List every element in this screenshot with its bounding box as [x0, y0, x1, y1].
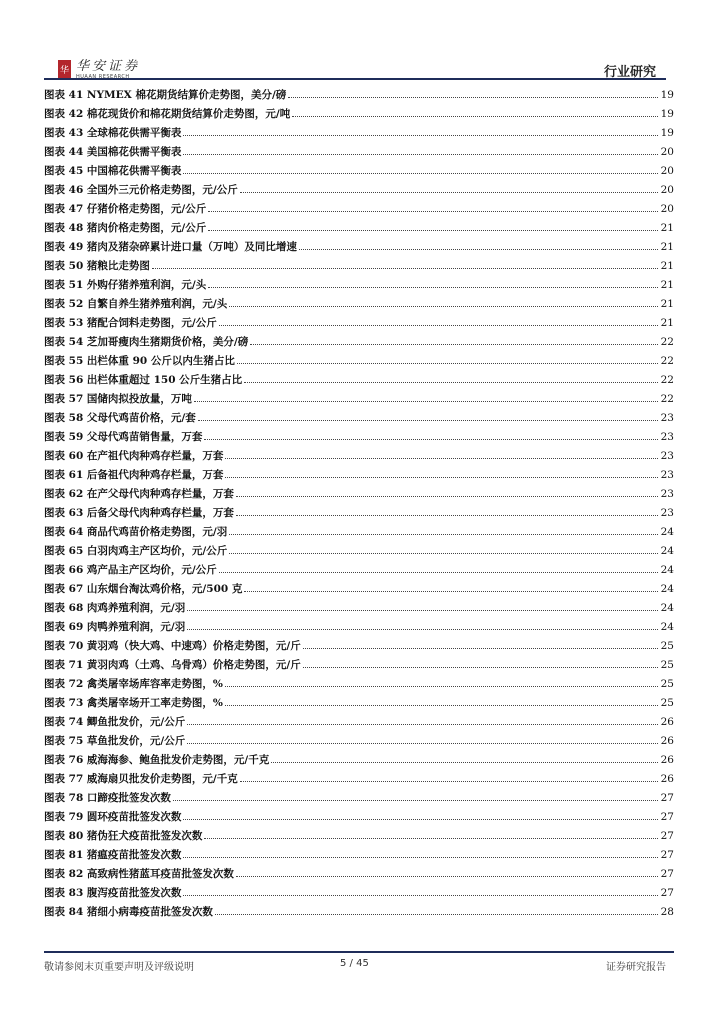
- toc-entry-label: 图表 72 禽类屠宰场库容率走势图，%: [44, 678, 223, 690]
- toc-entry-label: 图表 78 口蹄疫批签发次数: [44, 792, 171, 804]
- toc-entry-label: 图表 41 NYMEX 棉花期货结算价走势图，美分/磅: [44, 89, 287, 101]
- toc-entry-page: 27: [660, 792, 674, 804]
- toc-dot-leader: [219, 572, 658, 573]
- toc-entry[interactable]: [44, 866, 674, 885]
- toc-entry[interactable]: [44, 486, 674, 505]
- toc-entry[interactable]: [44, 543, 674, 562]
- toc-entry-label: 图表 59 父母代鸡苗销售量，万套: [44, 431, 203, 443]
- toc-entry[interactable]: [44, 505, 674, 524]
- toc-entry[interactable]: [44, 296, 674, 315]
- toc-entry-label: 图表 49 猪肉及猪杂碎累计进口量（万吨）及同比增速: [44, 241, 297, 253]
- toc-dot-leader: [215, 914, 658, 915]
- toc-entry-page: 20: [660, 165, 674, 177]
- toc-entry-page: 27: [660, 830, 674, 842]
- toc-dot-leader: [183, 857, 658, 858]
- toc-dot-leader: [299, 249, 658, 250]
- toc-entry[interactable]: [44, 106, 674, 125]
- toc-entry[interactable]: [44, 410, 674, 429]
- toc-entry-page: 23: [660, 412, 674, 424]
- toc-entry-label: 图表 74 鲫鱼批发价，元/公斤: [44, 716, 186, 728]
- toc-entry-page: 26: [660, 754, 674, 766]
- toc-dot-leader: [229, 553, 658, 554]
- toc-entry-label: 图表 73 禽类屠宰场开工率走势图，%: [44, 697, 223, 709]
- footer-page-number: 5 / 45: [340, 958, 369, 969]
- toc-entry-label: 图表 60 在产祖代肉种鸡存栏量，万套: [44, 450, 224, 462]
- toc-entry-label: 图表 69 肉鸭养殖利润，元/羽: [44, 621, 186, 633]
- toc-entry-page: 27: [660, 868, 674, 880]
- toc-entry[interactable]: [44, 619, 674, 638]
- toc-entry-label: 图表 80 猪伪狂犬疫苗批签发次数: [44, 830, 203, 842]
- toc-entry-page: 21: [660, 317, 674, 329]
- toc-entry-page: 25: [660, 640, 674, 652]
- toc-entry-label: 图表 43 全球棉花供需平衡表: [44, 127, 182, 139]
- toc-entry[interactable]: [44, 600, 674, 619]
- toc-entry-page: 20: [660, 146, 674, 158]
- toc-entry-label: 图表 57 国储肉拟投放量，万吨: [44, 393, 192, 405]
- section-title: 行业研究: [603, 65, 656, 80]
- toc-entry-label: 图表 67 山东烟台淘汰鸡价格，元/500 克: [44, 583, 243, 595]
- toc-entry-label: 图表 75 草鱼批发价，元/公斤: [44, 735, 186, 747]
- toc-dot-leader: [183, 819, 658, 820]
- toc-dot-leader: [236, 515, 658, 516]
- toc-entry[interactable]: [44, 733, 674, 752]
- toc-entry-label: 图表 83 腹泻疫苗批签发次数: [44, 887, 182, 899]
- toc-entry-page: 21: [660, 222, 674, 234]
- toc-entry[interactable]: [44, 657, 674, 676]
- toc-entry-label: 图表 81 猪瘟疫苗批签发次数: [44, 849, 182, 861]
- toc-entry-page: 23: [660, 431, 674, 443]
- toc-entry-page: 26: [660, 716, 674, 728]
- toc-entry-label: 图表 66 鸡产品主产区均价，元/公斤: [44, 564, 217, 576]
- toc-entry-label: 图表 79 圆环疫苗批签发次数: [44, 811, 182, 823]
- toc-entry-page: 19: [660, 89, 674, 101]
- toc-entry[interactable]: [44, 524, 674, 543]
- toc-dot-leader: [271, 762, 658, 763]
- toc-entry-label: 图表 64 商品代鸡苗价格走势图，元/羽: [44, 526, 228, 538]
- toc-entry[interactable]: [44, 809, 674, 828]
- header-divider: [44, 78, 666, 80]
- toc-dot-leader: [219, 325, 658, 326]
- toc-entry[interactable]: [44, 182, 674, 201]
- toc-entry-page: 24: [660, 526, 674, 538]
- toc-entry-label: 图表 61 后备祖代肉种鸡存栏量，万套: [44, 469, 224, 481]
- toc-entry-label: 图表 84 猪细小病毒疫苗批签发次数: [44, 906, 213, 918]
- toc-entry-page: 21: [660, 260, 674, 272]
- toc-entry[interactable]: [44, 638, 674, 657]
- toc-entry[interactable]: [44, 771, 674, 790]
- toc-entry[interactable]: [44, 277, 674, 296]
- toc-entry-label: 图表 53 猪配合饲料走势图，元/公斤: [44, 317, 217, 329]
- company-logo: [58, 60, 140, 80]
- toc-dot-leader: [292, 116, 658, 117]
- toc-entry[interactable]: [44, 904, 674, 923]
- toc-entry[interactable]: [44, 353, 674, 372]
- toc-dot-leader: [240, 192, 658, 193]
- toc-dot-leader: [229, 306, 658, 307]
- toc-entry-page: 21: [660, 241, 674, 253]
- toc-dot-leader: [225, 477, 658, 478]
- toc-entry[interactable]: [44, 467, 674, 486]
- toc-entry-label: 图表 51 外购仔猪养殖利润，元/头: [44, 279, 207, 291]
- toc-dot-leader: [303, 667, 658, 668]
- toc-entry-page: 26: [660, 735, 674, 747]
- toc-entry[interactable]: [44, 790, 674, 809]
- table-of-figures: [44, 87, 674, 923]
- toc-entry-page: 27: [660, 811, 674, 823]
- toc-entry-label: 图表 42 棉花现货价和棉花期货结算价走势图，元/吨: [44, 108, 291, 120]
- toc-entry-page: 25: [660, 678, 674, 690]
- toc-dot-leader: [152, 268, 658, 269]
- toc-entry-label: 图表 46 全国外三元价格走势图，元/公斤: [44, 184, 238, 196]
- toc-dot-leader: [204, 439, 658, 440]
- toc-entry-page: 19: [660, 127, 674, 139]
- toc-dot-leader: [236, 496, 658, 497]
- toc-entry-page: 23: [660, 469, 674, 481]
- toc-entry[interactable]: [44, 372, 674, 391]
- toc-entry[interactable]: [44, 87, 674, 106]
- toc-entry-page: 23: [660, 488, 674, 500]
- toc-entry-label: 图表 65 白羽肉鸡主产区均价，元/公斤: [44, 545, 228, 557]
- toc-entry[interactable]: [44, 429, 674, 448]
- toc-entry-page: 27: [660, 887, 674, 899]
- toc-dot-leader: [208, 211, 658, 212]
- footer-disclaimer: 敬请参阅末页重要声明及评级说明: [44, 962, 194, 973]
- toc-entry[interactable]: [44, 201, 674, 220]
- toc-entry-label: 图表 47 仔猪价格走势图，元/公斤: [44, 203, 207, 215]
- toc-dot-leader: [240, 781, 658, 782]
- toc-entry-page: 23: [660, 450, 674, 462]
- toc-entry-page: 28: [660, 906, 674, 918]
- toc-entry[interactable]: [44, 334, 674, 353]
- toc-entry-label: 图表 54 芝加哥瘦肉生猪期货价格，美分/磅: [44, 336, 249, 348]
- toc-entry-label: 图表 82 高致病性猪蓝耳疫苗批签发次数: [44, 868, 234, 880]
- toc-dot-leader: [244, 591, 658, 592]
- toc-entry-page: 22: [660, 336, 674, 348]
- toc-entry-page: 24: [660, 564, 674, 576]
- toc-dot-leader: [250, 344, 658, 345]
- toc-dot-leader: [288, 97, 658, 98]
- footer-report-type: 证券研究报告: [606, 962, 666, 973]
- toc-entry[interactable]: [44, 258, 674, 277]
- toc-dot-leader: [225, 458, 658, 459]
- toc-entry-page: 23: [660, 507, 674, 519]
- toc-entry-page: 20: [660, 203, 674, 215]
- toc-entry-label: 图表 45 中国棉花供需平衡表: [44, 165, 182, 177]
- toc-entry[interactable]: [44, 581, 674, 600]
- toc-entry[interactable]: [44, 448, 674, 467]
- toc-dot-leader: [208, 230, 658, 231]
- toc-entry[interactable]: [44, 125, 674, 144]
- toc-entry-page: 24: [660, 545, 674, 557]
- toc-entry-label: 图表 68 肉鸡养殖利润，元/羽: [44, 602, 186, 614]
- toc-entry-label: 图表 76 威海海参、鲍鱼批发价走势图，元/千克: [44, 754, 270, 766]
- toc-entry-page: 22: [660, 393, 674, 405]
- toc-dot-leader: [229, 534, 658, 535]
- toc-dot-leader: [183, 154, 658, 155]
- toc-entry-label: 图表 77 威海扇贝批发价走势图，元/千克: [44, 773, 238, 785]
- toc-entry[interactable]: [44, 885, 674, 904]
- toc-entry-page: 22: [660, 374, 674, 386]
- toc-entry-page: 27: [660, 849, 674, 861]
- toc-entry[interactable]: [44, 847, 674, 866]
- toc-dot-leader: [183, 173, 658, 174]
- toc-entry[interactable]: [44, 239, 674, 258]
- toc-dot-leader: [225, 686, 658, 687]
- toc-entry-page: 21: [660, 279, 674, 291]
- toc-dot-leader: [187, 743, 658, 744]
- toc-entry-label: 图表 55 出栏体重 90 公斤以内生猪占比: [44, 355, 235, 367]
- toc-dot-leader: [236, 876, 658, 877]
- toc-dot-leader: [244, 382, 658, 383]
- toc-dot-leader: [187, 629, 658, 630]
- toc-dot-leader: [187, 610, 658, 611]
- toc-entry-page: 24: [660, 602, 674, 614]
- toc-dot-leader: [173, 800, 658, 801]
- toc-entry-page: 20: [660, 184, 674, 196]
- toc-dot-leader: [194, 401, 658, 402]
- toc-entry-label: 图表 48 猪肉价格走势图，元/公斤: [44, 222, 207, 234]
- toc-entry-label: 图表 56 出栏体重超过 150 公斤生猪占比: [44, 374, 243, 386]
- toc-entry-label: 图表 63 后备父母代肉种鸡存栏量，万套: [44, 507, 234, 519]
- toc-dot-leader: [208, 287, 658, 288]
- toc-entry-label: 图表 52 自繁自养生猪养殖利润，元/头: [44, 298, 228, 310]
- toc-entry[interactable]: [44, 562, 674, 581]
- toc-entry[interactable]: [44, 315, 674, 334]
- toc-dot-leader: [225, 705, 658, 706]
- toc-entry-page: 25: [660, 697, 674, 709]
- toc-dot-leader: [183, 135, 658, 136]
- toc-entry-label: 图表 71 黄羽肉鸡（土鸡、乌骨鸡）价格走势图，元/斤: [44, 659, 301, 671]
- toc-dot-leader: [187, 724, 658, 725]
- logo-chinese-name: 华安证券: [76, 59, 141, 74]
- toc-dot-leader: [303, 648, 658, 649]
- toc-dot-leader: [183, 895, 658, 896]
- toc-entry-page: 25: [660, 659, 674, 671]
- toc-entry[interactable]: [44, 676, 674, 695]
- toc-dot-leader: [204, 838, 658, 839]
- toc-entry[interactable]: [44, 391, 674, 410]
- toc-entry-label: 图表 50 猪粮比走势图: [44, 260, 150, 272]
- toc-entry[interactable]: [44, 714, 674, 733]
- toc-entry-label: 图表 62 在产父母代肉种鸡存栏量，万套: [44, 488, 234, 500]
- toc-entry-page: 21: [660, 298, 674, 310]
- toc-entry-page: 26: [660, 773, 674, 785]
- toc-entry[interactable]: [44, 695, 674, 714]
- toc-entry[interactable]: [44, 752, 674, 771]
- toc-entry[interactable]: [44, 144, 674, 163]
- toc-entry[interactable]: [44, 163, 674, 182]
- toc-entry-label: 图表 58 父母代鸡苗价格，元/套: [44, 412, 196, 424]
- toc-dot-leader: [198, 420, 658, 421]
- footer-divider: [44, 951, 674, 953]
- logo-mark: 华: [58, 60, 71, 78]
- toc-entry[interactable]: [44, 220, 674, 239]
- toc-entry-page: 19: [660, 108, 674, 120]
- toc-entry[interactable]: [44, 828, 674, 847]
- toc-entry-page: 22: [660, 355, 674, 367]
- toc-entry-page: 24: [660, 621, 674, 633]
- toc-entry-label: 图表 70 黄羽鸡（快大鸡、中速鸡）价格走势图，元/斤: [44, 640, 301, 652]
- logo-english-name: HUAAN RESEARCH: [76, 74, 130, 80]
- toc-entry-page: 24: [660, 583, 674, 595]
- toc-dot-leader: [237, 363, 658, 364]
- toc-entry-label: 图表 44 美国棉花供需平衡表: [44, 146, 182, 158]
